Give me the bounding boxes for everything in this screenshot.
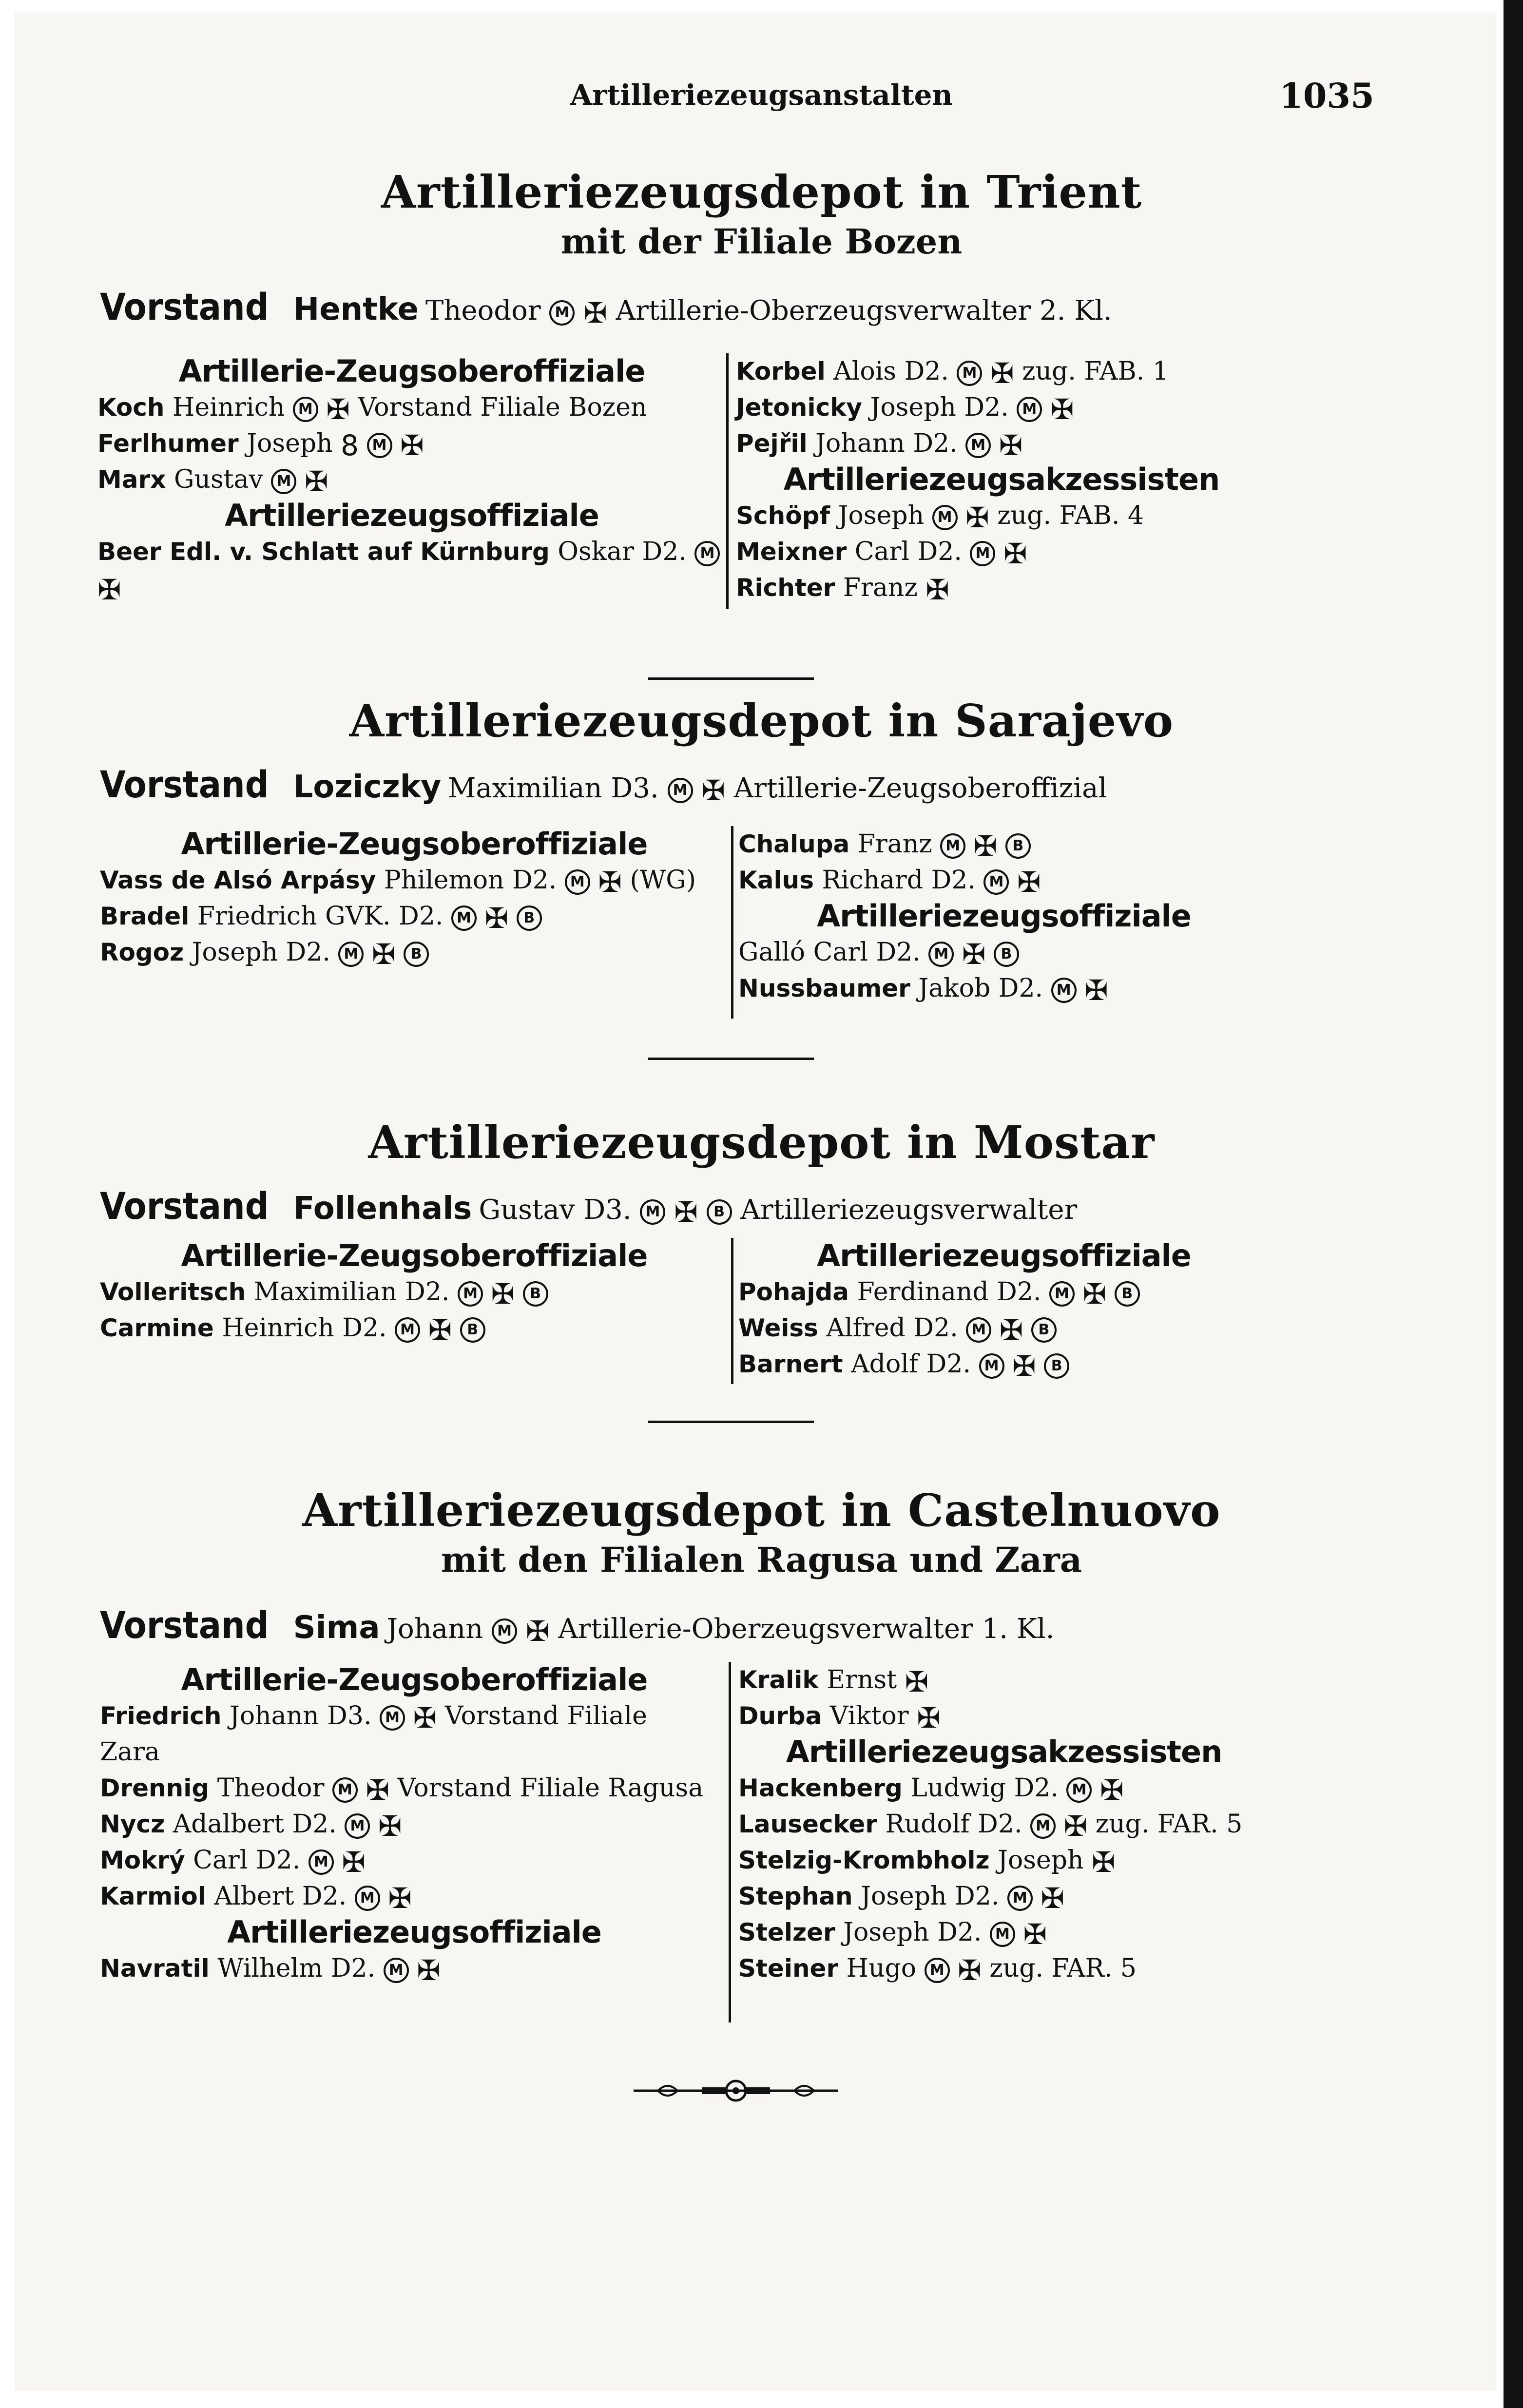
entry-name: Joseph — [838, 501, 925, 530]
list-item — [100, 1950, 729, 1986]
entry-surname: Durba — [738, 1702, 822, 1730]
entry-name: Carl D2. — [193, 1846, 301, 1875]
vorstand-name: Maximilian D3. — [448, 772, 659, 804]
cross-icon: ✠ — [973, 829, 998, 863]
cross-icon: ✠ — [1003, 537, 1027, 570]
entry-name: Joseph D2. — [861, 1882, 1000, 1911]
cross-icon: ✠ — [378, 1809, 402, 1843]
entry-name: Joseph D2. — [192, 938, 330, 967]
vorstand-label: Vorstand — [100, 1603, 269, 1647]
group-heading: Artilleriezeugsoffiziale — [817, 1238, 1191, 1273]
medal-b-icon: B — [1005, 833, 1031, 859]
cross-icon: ✠ — [1050, 392, 1074, 426]
entry-name: Joseph — [998, 1846, 1084, 1875]
medal-b-icon: B — [517, 905, 542, 931]
medal-m-icon: M — [668, 778, 693, 803]
entry-surname: Marx — [97, 465, 166, 494]
medal-b-icon: B — [523, 1281, 548, 1307]
list-item — [738, 1310, 1270, 1346]
cross-icon: ✠ — [1082, 1277, 1107, 1310]
entry-surname: Bradel — [100, 902, 190, 930]
cross-icon: ✠ — [1084, 973, 1108, 1007]
entry-name: Maximilian D2. — [253, 1277, 450, 1307]
medal-m-icon: M — [355, 1886, 380, 1911]
medal-m-icon: M — [983, 869, 1009, 895]
left-column — [100, 1238, 729, 1346]
decoration-8-icon: 8 — [341, 428, 359, 462]
medal-m-icon: M — [932, 505, 958, 530]
vorstand-rank: Artilleriezeugsverwalter — [740, 1194, 1078, 1226]
medal-b-icon: B — [1031, 1317, 1057, 1343]
cross-icon: ✠ — [305, 464, 328, 498]
cross-icon: ✠ — [1017, 865, 1041, 899]
list-item — [100, 1878, 729, 1914]
entry-note: zug. FAB. 4 — [997, 501, 1144, 530]
entry-name: Adalbert D2. — [173, 1810, 337, 1839]
group-heading: Artilleriezeugsakzessisten — [783, 462, 1220, 497]
list-item — [738, 934, 1270, 970]
section-title: Artilleriezeugsdepot in Trient — [381, 166, 1142, 218]
vorstand-label: Vorstand — [100, 285, 269, 328]
entry-name: Philemon D2. — [384, 866, 557, 895]
list-item — [738, 970, 1270, 1006]
entry-note: (WG) — [630, 866, 696, 895]
entry-name: Alois D2. — [833, 357, 949, 386]
cross-icon: ✠ — [1063, 1809, 1088, 1843]
medal-m-icon: M — [1051, 978, 1077, 1003]
list-item — [100, 898, 729, 934]
entry-name: Alfred D2. — [826, 1313, 958, 1343]
cross-icon: ✠ — [962, 937, 986, 971]
vorstand-rank: Artillerie-Oberzeugsverwalter 2. Kl. — [616, 295, 1112, 327]
cross-icon: ✠ — [701, 773, 725, 807]
vorstand-rank: Artillerie-Zeugsoberoffizial — [733, 772, 1107, 804]
entry-name: Franz — [857, 829, 932, 859]
vorstand-surname: Loziczky — [293, 769, 442, 805]
medal-b-icon: B — [1044, 1353, 1069, 1379]
entry-name: Viktor — [829, 1701, 909, 1731]
section-subtitle: mit der Filiale Bozen — [560, 221, 963, 262]
entry-surname: Stelzer — [738, 1918, 835, 1946]
entry-name: Theodor — [217, 1773, 325, 1803]
group-heading: Artilleriezeugsoffiziale — [225, 498, 599, 533]
group-heading: Artilleriezeugsoffiziale — [227, 1914, 601, 1950]
vorstand-surname: Hentke — [293, 291, 419, 327]
list-item — [100, 1770, 729, 1806]
medal-m-icon: M — [384, 1958, 409, 1983]
cross-icon: ✠ — [1012, 1349, 1036, 1383]
list-item — [97, 462, 726, 498]
group-heading: Artilleriezeugsoffiziale — [817, 898, 1191, 934]
cross-icon: ✠ — [417, 1953, 441, 1987]
medal-b-icon: B — [460, 1317, 485, 1343]
entry-surname: Lausecker — [738, 1810, 877, 1838]
entry-note: Vorstand Filiale Ragusa — [397, 1773, 704, 1803]
entry-surname: Hackenberg — [738, 1774, 903, 1802]
section-subtitle: mit den Filialen Ragusa und Zara — [441, 1540, 1082, 1580]
entry-name: Richard D2. — [822, 866, 976, 895]
medal-b-icon: B — [994, 942, 1019, 967]
cross-icon: ✠ — [366, 1773, 390, 1807]
entry-name: Joseph — [247, 429, 333, 458]
cross-icon: ✠ — [925, 573, 949, 606]
cross-icon: ✠ — [583, 296, 607, 329]
list-item — [738, 826, 1270, 862]
section-trient — [0, 166, 1523, 606]
cross-icon: ✠ — [598, 865, 622, 899]
vorstand-label: Vorstand — [100, 1184, 269, 1228]
group-heading: Artillerie-Zeugsoberoffiziale — [181, 826, 648, 862]
entry-surname: Beer Edl. v. Schlatt auf Kürnburg — [97, 538, 550, 566]
entry-name: Zara — [100, 1737, 160, 1767]
medal-m-icon: M — [565, 869, 590, 895]
entry-name: Johann D2. — [815, 429, 958, 458]
cross-icon: ✠ — [400, 428, 424, 462]
medal-m-icon: M — [332, 1777, 358, 1803]
cross-icon: ✠ — [990, 356, 1014, 390]
cross-icon: ✠ — [491, 1277, 515, 1310]
medal-b-icon: B — [1115, 1281, 1140, 1307]
medal-m-icon: M — [970, 541, 995, 566]
cross-icon: ✠ — [97, 573, 121, 606]
list-item — [736, 534, 1267, 570]
entry-name: Heinrich D2. — [222, 1313, 387, 1343]
list-item — [736, 570, 1267, 606]
entry-surname: Schöpf — [736, 501, 830, 530]
cross-icon: ✠ — [1092, 1845, 1116, 1879]
group-heading: Artillerie-Zeugsoberoffiziale — [181, 1238, 648, 1273]
entry-name: Galló Carl D2. — [738, 938, 921, 967]
medal-m-icon: M — [957, 361, 982, 386]
entry-surname: Koch — [97, 393, 165, 422]
entry-name: Ernst — [827, 1665, 897, 1695]
entry-surname: Pejřil — [736, 429, 808, 458]
list-item — [738, 1914, 1270, 1950]
medal-m-icon: M — [1007, 1886, 1033, 1911]
entry-surname: Karmiol — [100, 1882, 206, 1910]
medal-m-icon: M — [1030, 1813, 1056, 1839]
section-separator — [648, 1421, 814, 1423]
entry-surname: Stephan — [738, 1882, 853, 1910]
medal-m-icon: M — [458, 1281, 483, 1307]
section-sarajevo — [0, 694, 1523, 1007]
column-divider — [731, 826, 733, 1019]
section-separator — [648, 677, 814, 680]
cross-icon: ✠ — [965, 501, 989, 534]
entry-surname: Carmine — [100, 1314, 214, 1342]
medal-m-icon: M — [928, 942, 954, 967]
vorstand-surname: Sima — [293, 1610, 380, 1646]
right-column — [736, 353, 1267, 606]
vorstand-line — [100, 1184, 1077, 1228]
entry-note: zug. FAR. 5 — [1095, 1810, 1243, 1839]
list-item — [100, 1842, 729, 1878]
vorstand-rank: Artillerie-Oberzeugsverwalter 1. Kl. — [558, 1613, 1055, 1645]
vorstand-label: Vorstand — [100, 763, 269, 806]
column-divider — [726, 353, 729, 609]
cross-icon: ✠ — [428, 1313, 452, 1347]
group-heading: Artillerie-Zeugsoberoffiziale — [181, 1662, 648, 1697]
cross-icon: ✠ — [999, 1313, 1023, 1347]
group-heading: Artilleriezeugsakzessisten — [786, 1734, 1222, 1770]
medal-b-icon: B — [707, 1199, 732, 1225]
entry-name: Heinrich — [172, 393, 285, 422]
end-ornament-icon — [629, 2074, 843, 2108]
entry-name: Ferdinand D2. — [857, 1277, 1041, 1307]
cross-icon: ✠ — [1023, 1917, 1047, 1951]
entry-surname: Korbel — [736, 357, 826, 385]
right-column — [738, 1662, 1270, 1986]
section-castelnuovo — [0, 1484, 1523, 1987]
list-item — [100, 1734, 729, 1770]
section-title: Artilleriezeugsdepot in Sarajevo — [349, 694, 1174, 747]
list-item — [738, 1878, 1270, 1914]
list-item — [736, 389, 1267, 425]
left-column — [100, 1662, 729, 1986]
medal-m-icon: M — [966, 1317, 991, 1343]
cross-icon: ✠ — [905, 1665, 929, 1698]
medal-m-icon: M — [979, 1353, 1004, 1379]
vorstand-name: Gustav D3. — [479, 1194, 632, 1226]
list-item — [97, 534, 726, 570]
medal-m-icon: M — [990, 1922, 1015, 1947]
cross-icon: ✠ — [1041, 1881, 1064, 1915]
medal-m-icon: M — [345, 1813, 370, 1839]
list-item — [738, 1806, 1270, 1842]
entry-name: Hugo — [846, 1954, 917, 1983]
list-item — [100, 862, 729, 898]
cross-icon: ✠ — [413, 1701, 437, 1734]
cross-icon: ✠ — [917, 1701, 941, 1734]
list-item — [97, 389, 726, 425]
right-column — [738, 1238, 1270, 1382]
list-item — [736, 353, 1267, 389]
list-item — [100, 1698, 729, 1734]
cross-icon: ✠ — [371, 937, 396, 971]
left-column — [97, 353, 726, 606]
entry-surname: Vass de Alsó Arpásy — [100, 866, 376, 894]
right-column — [738, 826, 1270, 1006]
entry-surname: Navratil — [100, 1954, 210, 1983]
vorstand-line — [100, 763, 1107, 806]
entry-surname: Richter — [736, 574, 835, 602]
medal-m-icon: M — [925, 1958, 950, 1983]
entry-surname: Weiss — [738, 1314, 818, 1342]
page-number: 1035 — [1279, 76, 1374, 116]
entry-name: Johann D3. — [230, 1701, 372, 1731]
cross-icon: ✠ — [958, 1953, 982, 1987]
cross-icon: ✠ — [388, 1881, 412, 1915]
column-divider — [729, 1662, 731, 2023]
medal-m-icon: M — [271, 469, 296, 494]
entry-surname: Drennig — [100, 1774, 210, 1802]
list-item — [738, 1346, 1270, 1382]
vorstand-name: Theodor — [425, 295, 541, 327]
list-item — [736, 425, 1267, 462]
list-item — [97, 425, 726, 462]
entry-surname: Nussbaumer — [738, 974, 910, 1002]
entry-name: Franz — [843, 573, 918, 602]
list-item — [738, 862, 1270, 898]
list-item — [738, 1662, 1270, 1698]
entry-surname: Kalus — [738, 866, 814, 894]
medal-m-icon: M — [395, 1317, 420, 1343]
entry-name: Friedrich GVK. D2. — [197, 902, 443, 931]
list-item — [738, 1698, 1270, 1734]
entry-name: Gustav — [174, 465, 263, 494]
column-divider — [731, 1238, 733, 1384]
medal-m-icon: M — [451, 905, 477, 931]
medal-m-icon: M — [1049, 1281, 1075, 1307]
medal-m-icon: M — [640, 1199, 665, 1225]
entry-name: Carl D2. — [854, 537, 962, 566]
entry-surname: Ferlhumer — [97, 429, 239, 458]
entry-surname: Volleritsch — [100, 1278, 246, 1306]
entry-note: zug. FAB. 1 — [1022, 357, 1169, 386]
scan-top-margin — [0, 0, 1523, 10]
entry-name: Albert D2. — [214, 1882, 347, 1911]
entry-surname: Pohajda — [738, 1278, 849, 1306]
list-item — [100, 1274, 729, 1310]
cross-icon: ✠ — [484, 901, 509, 935]
cross-icon: ✠ — [525, 1614, 550, 1648]
entry-name: Adolf D2. — [851, 1349, 971, 1379]
medal-m-icon: M — [694, 541, 720, 566]
entry-surname: Kralik — [738, 1666, 819, 1694]
medal-m-icon: M — [940, 833, 965, 859]
entry-surname: Jetonicky — [736, 393, 862, 422]
medal-m-icon: M — [1066, 1777, 1092, 1803]
entry-name: Wilhelm D2. — [217, 1954, 376, 1983]
medal-m-icon: M — [1017, 397, 1042, 422]
vorstand-line — [100, 285, 1112, 328]
list-item — [100, 934, 729, 970]
medal-b-icon: B — [404, 942, 429, 967]
entry-note: Vorstand Filiale — [444, 1701, 647, 1731]
running-head — [0, 76, 1523, 115]
entry-surname: Nycz — [100, 1810, 165, 1838]
entry-surname: Steiner — [738, 1954, 839, 1983]
medal-m-icon: M — [308, 1849, 334, 1875]
medal-m-icon: M — [367, 433, 392, 458]
section-title: Artilleriezeugsdepot in Castelnuovo — [302, 1484, 1221, 1537]
medal-m-icon: M — [549, 300, 575, 326]
entry-name: Rudolf D2. — [885, 1810, 1022, 1839]
left-column — [100, 826, 729, 970]
entry-surname: Barnert — [738, 1350, 843, 1378]
section-mostar — [0, 1116, 1523, 1383]
entry-surname: Chalupa — [738, 830, 850, 858]
list-item — [738, 1842, 1270, 1878]
vorstand-name: Johann — [386, 1613, 483, 1645]
vorstand-surname: Follenhals — [293, 1191, 472, 1227]
list-item — [100, 1310, 729, 1346]
group-heading: Artillerie-Zeugsoberoffiziale — [178, 353, 645, 389]
list-item — [738, 1274, 1270, 1310]
entry-note: zug. FAR. 5 — [989, 1954, 1137, 1983]
running-head-title: Artilleriezeugsanstalten — [570, 78, 953, 112]
list-item — [100, 1806, 729, 1842]
cross-icon: ✠ — [342, 1845, 366, 1879]
medal-m-icon: M — [492, 1618, 517, 1644]
list-item — [97, 570, 726, 606]
medal-m-icon: M — [338, 942, 364, 967]
entry-name: Joseph D2. — [870, 393, 1009, 422]
cross-icon: ✠ — [674, 1195, 698, 1229]
entry-surname: Rogoz — [100, 938, 184, 966]
cross-icon: ✠ — [999, 428, 1023, 462]
list-item — [738, 1770, 1270, 1806]
entry-note: Vorstand Filiale Bozen — [358, 393, 647, 422]
scan-right-edge — [1504, 0, 1523, 2408]
list-item — [738, 1950, 1270, 1986]
entry-name: Oskar D2. — [558, 537, 687, 566]
section-separator — [648, 1058, 814, 1060]
entry-surname: Mokrý — [100, 1846, 185, 1874]
entry-name: Ludwig D2. — [910, 1773, 1059, 1803]
medal-m-icon: M — [380, 1705, 405, 1731]
entry-surname: Friedrich — [100, 1702, 222, 1730]
vorstand-line — [100, 1603, 1054, 1647]
entry-name: Joseph D2. — [843, 1918, 982, 1947]
entry-surname: Stelzig-Krombholz — [738, 1846, 990, 1874]
medal-m-icon: M — [965, 433, 991, 458]
section-title: Artilleriezeugsdepot in Mostar — [368, 1116, 1155, 1169]
cross-icon: ✠ — [326, 392, 350, 426]
entry-name: Jakob D2. — [918, 974, 1043, 1003]
entry-surname: Meixner — [736, 538, 847, 566]
cross-icon: ✠ — [1099, 1773, 1124, 1807]
list-item — [736, 498, 1267, 534]
medal-m-icon: M — [293, 397, 318, 422]
